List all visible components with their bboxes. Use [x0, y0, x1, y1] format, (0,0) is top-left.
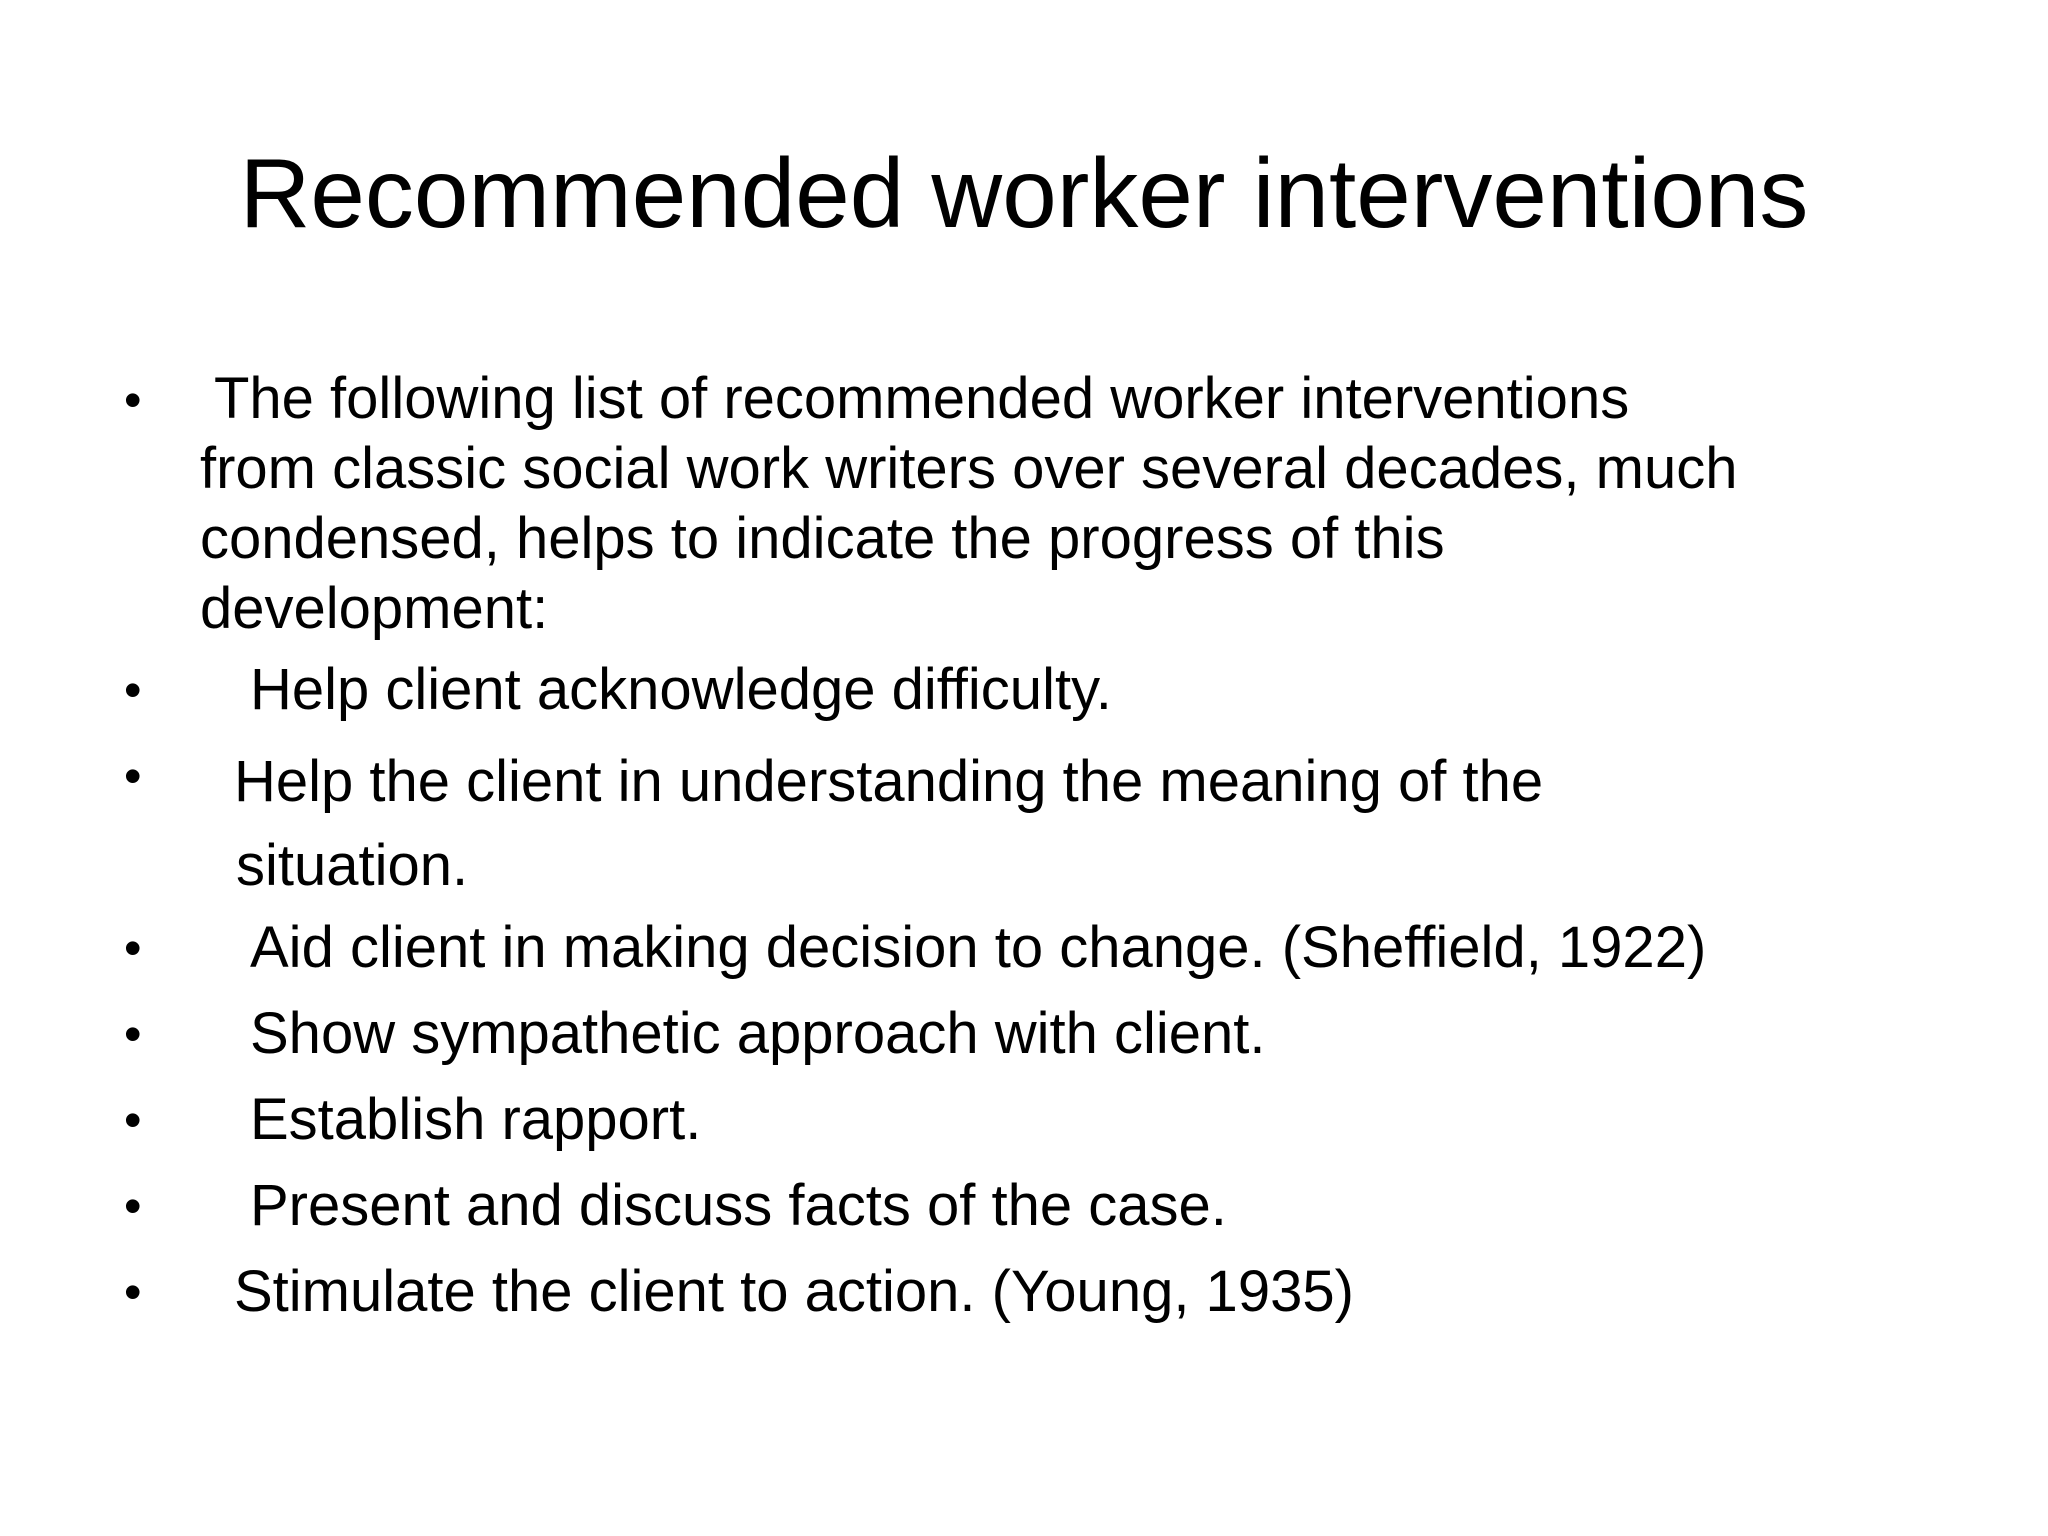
- bullet-text: [250, 1084, 701, 1156]
- bullet-text: [200, 364, 1737, 644]
- bullet-text: [234, 1256, 1354, 1328]
- bullet-text: [250, 654, 1112, 726]
- bullet-marker: •: [124, 1264, 142, 1320]
- bullet-line: The following list of recommended worker interventions: [214, 366, 1630, 431]
- bullet-line: Help the client in understanding the meaning of the: [234, 749, 1544, 814]
- slide-title: Recommended worker interventions: [239, 138, 1809, 248]
- bullet-line: Aid client in making decision to change. (Sheffield, 1922): [250, 915, 1707, 980]
- bullet-marker: •: [124, 1092, 142, 1148]
- bullet-marker: •: [124, 372, 142, 428]
- bullet-marker: •: [124, 920, 142, 976]
- bullet-marker: •: [124, 1006, 142, 1062]
- bullet-text: [250, 998, 1266, 1070]
- bullet-line: Establish rapport.: [250, 1087, 702, 1152]
- bullet-line: Present and discuss facts of the case.: [250, 1173, 1227, 1238]
- bullet-marker: •: [124, 748, 142, 804]
- bullet-line: from classic social work writers over several decades, much: [200, 436, 1738, 501]
- bullet-line: Help client acknowledge difficulty.: [250, 657, 1112, 722]
- bullet-line: development:: [200, 576, 549, 641]
- bullet-line: Stimulate the client to action. (Young, 1935): [234, 1259, 1354, 1324]
- bullet-line: situation.: [236, 833, 469, 898]
- bullet-text: [250, 1170, 1227, 1242]
- bullet-line: Show sympathetic approach with client.: [250, 1001, 1266, 1066]
- bullet-line: condensed, helps to indicate the progress of this: [200, 506, 1445, 571]
- bullet-text: [250, 912, 1706, 984]
- bullet-text: [234, 740, 1543, 908]
- bullet-marker: •: [124, 1178, 142, 1234]
- bullet-marker: •: [124, 662, 142, 718]
